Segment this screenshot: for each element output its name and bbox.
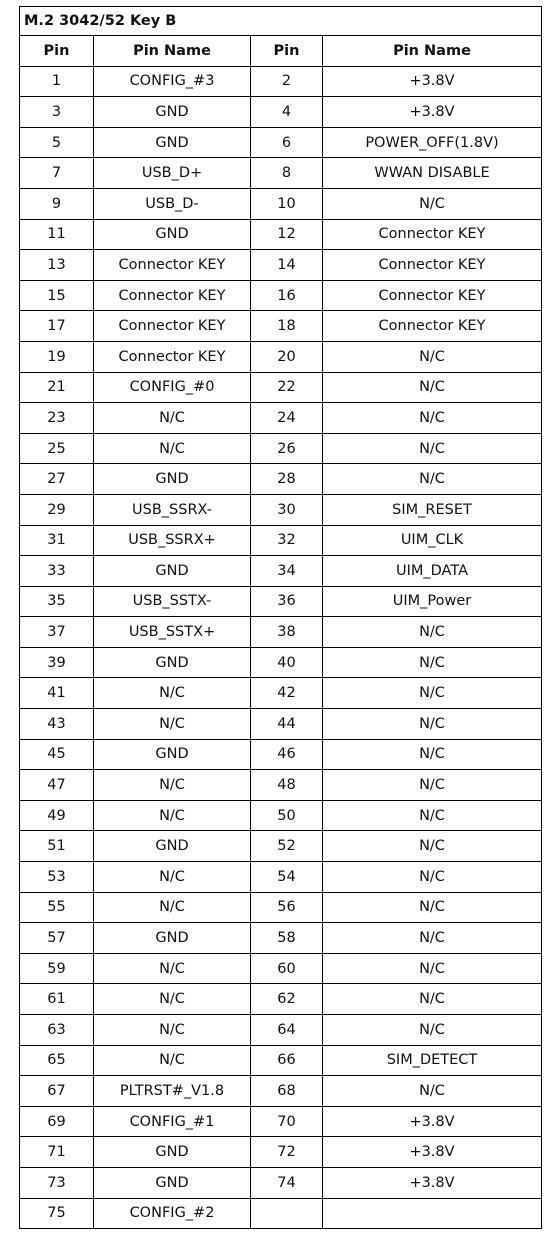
- table-row: [20, 1137, 542, 1168]
- pin-name-right: N/C: [323, 403, 542, 434]
- pin-name-right: N/C: [323, 892, 542, 923]
- table-row: [20, 617, 542, 648]
- pin-name-right: POWER_OFF(1.8V): [323, 127, 542, 158]
- header-pin-name-left: Pin Name: [94, 36, 251, 67]
- pin-name-right: N/C: [323, 923, 542, 954]
- table-row: [20, 127, 542, 158]
- pin-name-right: SIM_RESET: [323, 494, 542, 525]
- header-row: [20, 36, 542, 67]
- table-row: [20, 1015, 542, 1046]
- pin-name-left: GND: [94, 1137, 251, 1168]
- table-row: [20, 1106, 542, 1137]
- table-row: [20, 464, 542, 495]
- pin-number-left: 41: [20, 678, 94, 709]
- pin-name-left: GND: [94, 219, 251, 250]
- pin-name-right: +3.8V: [323, 1137, 542, 1168]
- table-row: [20, 862, 542, 893]
- pin-number-left: 37: [20, 617, 94, 648]
- pin-name-right: SIM_DETECT: [323, 1045, 542, 1076]
- pin-number-left: 21: [20, 372, 94, 403]
- pin-name-right: N/C: [323, 341, 542, 372]
- pin-number-left: 9: [20, 188, 94, 219]
- pin-number-right: [251, 1198, 323, 1229]
- pin-name-left: N/C: [94, 984, 251, 1015]
- table-row: [20, 923, 542, 954]
- pin-number-left: 65: [20, 1045, 94, 1076]
- pin-name-left: N/C: [94, 770, 251, 801]
- pin-name-right: N/C: [323, 617, 542, 648]
- pin-number-right: 32: [251, 525, 323, 556]
- pin-name-right: N/C: [323, 984, 542, 1015]
- table-row: [20, 525, 542, 556]
- table-row: [20, 647, 542, 678]
- pin-number-right: 42: [251, 678, 323, 709]
- table-row: [20, 188, 542, 219]
- pin-name-left: Connector KEY: [94, 341, 251, 372]
- pin-number-right: 74: [251, 1167, 323, 1198]
- pin-rows: [20, 66, 542, 1229]
- pin-number-right: 10: [251, 188, 323, 219]
- pin-number-right: 54: [251, 862, 323, 893]
- table-row: [20, 66, 542, 97]
- pin-number-right: 58: [251, 923, 323, 954]
- pin-number-left: 7: [20, 158, 94, 189]
- pin-number-left: 35: [20, 586, 94, 617]
- pin-number-left: 75: [20, 1198, 94, 1229]
- pin-number-left: 39: [20, 647, 94, 678]
- pin-name-right: Connector KEY: [323, 219, 542, 250]
- pin-name-left: N/C: [94, 678, 251, 709]
- pin-number-right: 72: [251, 1137, 323, 1168]
- pin-name-right: UIM_CLK: [323, 525, 542, 556]
- pin-number-left: 27: [20, 464, 94, 495]
- pin-number-right: 52: [251, 831, 323, 862]
- pin-number-left: 11: [20, 219, 94, 250]
- pin-number-right: 38: [251, 617, 323, 648]
- pin-number-left: 19: [20, 341, 94, 372]
- pin-number-left: 29: [20, 494, 94, 525]
- pin-name-left: CONFIG_#1: [94, 1106, 251, 1137]
- pin-name-right: N/C: [323, 433, 542, 464]
- pin-number-right: 62: [251, 984, 323, 1015]
- pin-name-left: Connector KEY: [94, 280, 251, 311]
- pin-name-left: N/C: [94, 433, 251, 464]
- pin-name-left: USB_D-: [94, 188, 251, 219]
- pin-number-left: 59: [20, 953, 94, 984]
- pin-number-left: 17: [20, 311, 94, 342]
- table-row: [20, 1045, 542, 1076]
- table-row: [20, 280, 542, 311]
- pin-name-right: N/C: [323, 831, 542, 862]
- pin-name-left: Connector KEY: [94, 250, 251, 281]
- pin-name-left: GND: [94, 556, 251, 587]
- pin-number-left: 69: [20, 1106, 94, 1137]
- pin-number-right: 46: [251, 739, 323, 770]
- pin-number-left: 55: [20, 892, 94, 923]
- table-row: [20, 831, 542, 862]
- pin-number-right: 2: [251, 66, 323, 97]
- pin-name-right: N/C: [323, 464, 542, 495]
- pin-number-right: 16: [251, 280, 323, 311]
- pin-name-left: N/C: [94, 1015, 251, 1046]
- table-row: [20, 984, 542, 1015]
- pin-number-right: 14: [251, 250, 323, 281]
- pin-name-right: +3.8V: [323, 1106, 542, 1137]
- title-row: [20, 7, 542, 36]
- pin-number-right: 12: [251, 219, 323, 250]
- pin-number-right: 20: [251, 341, 323, 372]
- table-row: [20, 403, 542, 434]
- table-row: [20, 372, 542, 403]
- pin-name-left: USB_SSRX+: [94, 525, 251, 556]
- header-pin-left: Pin: [20, 36, 94, 67]
- table-row: [20, 494, 542, 525]
- pin-number-right: 50: [251, 800, 323, 831]
- pin-number-right: 34: [251, 556, 323, 587]
- pin-name-left: USB_D+: [94, 158, 251, 189]
- pinout-table-container: [19, 6, 541, 1229]
- pin-name-right: N/C: [323, 770, 542, 801]
- pin-name-left: GND: [94, 127, 251, 158]
- pin-number-left: 45: [20, 739, 94, 770]
- pin-name-left: GND: [94, 739, 251, 770]
- pin-name-left: GND: [94, 647, 251, 678]
- pin-number-right: 56: [251, 892, 323, 923]
- table-row: [20, 556, 542, 587]
- pin-name-right: +3.8V: [323, 66, 542, 97]
- pin-name-left: N/C: [94, 709, 251, 740]
- table-row: [20, 250, 542, 281]
- table-row: [20, 311, 542, 342]
- pin-name-right: N/C: [323, 800, 542, 831]
- table-row: [20, 800, 542, 831]
- table-row: [20, 739, 542, 770]
- pin-number-left: 15: [20, 280, 94, 311]
- table-row: [20, 770, 542, 801]
- pin-name-right: N/C: [323, 862, 542, 893]
- pin-number-right: 6: [251, 127, 323, 158]
- pin-name-left: USB_SSRX-: [94, 494, 251, 525]
- pin-number-left: 1: [20, 66, 94, 97]
- pin-number-right: 44: [251, 709, 323, 740]
- pin-name-left: Connector KEY: [94, 311, 251, 342]
- pin-name-left: CONFIG_#2: [94, 1198, 251, 1229]
- pin-name-left: PLTRST#_V1.8: [94, 1076, 251, 1107]
- pin-number-right: 68: [251, 1076, 323, 1107]
- pin-name-left: CONFIG_#0: [94, 372, 251, 403]
- header-pin-right: Pin: [251, 36, 323, 67]
- pin-name-right: WWAN DISABLE: [323, 158, 542, 189]
- pin-number-left: 31: [20, 525, 94, 556]
- table-row: [20, 1076, 542, 1107]
- pin-number-left: 61: [20, 984, 94, 1015]
- table-row: [20, 892, 542, 923]
- pin-name-right: [323, 1198, 542, 1229]
- pin-name-left: N/C: [94, 953, 251, 984]
- pin-number-right: 70: [251, 1106, 323, 1137]
- pin-number-left: 5: [20, 127, 94, 158]
- table-row: [20, 709, 542, 740]
- pin-number-right: 48: [251, 770, 323, 801]
- table-title: M.2 3042/52 Key B: [20, 7, 542, 36]
- pinout-table: [19, 6, 542, 1229]
- pin-number-right: 8: [251, 158, 323, 189]
- pin-number-right: 30: [251, 494, 323, 525]
- pin-name-right: N/C: [323, 739, 542, 770]
- pin-name-right: N/C: [323, 678, 542, 709]
- pin-name-right: UIM_DATA: [323, 556, 542, 587]
- pin-number-left: 25: [20, 433, 94, 464]
- table-row: [20, 433, 542, 464]
- pin-number-left: 73: [20, 1167, 94, 1198]
- pin-name-right: N/C: [323, 709, 542, 740]
- pin-name-right: N/C: [323, 953, 542, 984]
- pin-name-left: GND: [94, 923, 251, 954]
- pin-name-left: GND: [94, 1167, 251, 1198]
- table-row: [20, 158, 542, 189]
- pin-name-left: N/C: [94, 892, 251, 923]
- pin-number-left: 3: [20, 97, 94, 128]
- pin-number-left: 71: [20, 1137, 94, 1168]
- pin-number-left: 33: [20, 556, 94, 587]
- table-row: [20, 586, 542, 617]
- pin-name-left: GND: [94, 464, 251, 495]
- pin-name-left: N/C: [94, 800, 251, 831]
- pin-name-right: N/C: [323, 1076, 542, 1107]
- pin-number-right: 24: [251, 403, 323, 434]
- pin-number-left: 23: [20, 403, 94, 434]
- pin-number-left: 57: [20, 923, 94, 954]
- table-row: [20, 678, 542, 709]
- table-row: [20, 1167, 542, 1198]
- pin-number-right: 64: [251, 1015, 323, 1046]
- pin-number-right: 36: [251, 586, 323, 617]
- pin-name-right: +3.8V: [323, 1167, 542, 1198]
- pin-number-right: 18: [251, 311, 323, 342]
- header-pin-name-right: Pin Name: [323, 36, 542, 67]
- pin-number-right: 40: [251, 647, 323, 678]
- pin-name-right: Connector KEY: [323, 250, 542, 281]
- pin-number-left: 53: [20, 862, 94, 893]
- pin-name-right: +3.8V: [323, 97, 542, 128]
- pin-number-right: 66: [251, 1045, 323, 1076]
- pin-number-left: 51: [20, 831, 94, 862]
- pin-name-right: Connector KEY: [323, 280, 542, 311]
- pin-name-left: GND: [94, 97, 251, 128]
- pin-name-left: N/C: [94, 862, 251, 893]
- table-row: [20, 97, 542, 128]
- table-row: [20, 219, 542, 250]
- pin-name-right: N/C: [323, 647, 542, 678]
- pin-number-left: 47: [20, 770, 94, 801]
- pin-name-right: N/C: [323, 188, 542, 219]
- pin-name-left: N/C: [94, 403, 251, 434]
- pin-name-left: USB_SSTX-: [94, 586, 251, 617]
- pin-name-right: N/C: [323, 372, 542, 403]
- pin-number-left: 63: [20, 1015, 94, 1046]
- pin-number-left: 13: [20, 250, 94, 281]
- pin-number-left: 67: [20, 1076, 94, 1107]
- pin-number-right: 26: [251, 433, 323, 464]
- table-row: [20, 1198, 542, 1229]
- pin-name-right: UIM_Power: [323, 586, 542, 617]
- pin-number-right: 28: [251, 464, 323, 495]
- pin-name-right: N/C: [323, 1015, 542, 1046]
- pin-number-right: 4: [251, 97, 323, 128]
- table-row: [20, 341, 542, 372]
- pin-name-left: CONFIG_#3: [94, 66, 251, 97]
- pin-number-left: 49: [20, 800, 94, 831]
- pin-name-left: N/C: [94, 1045, 251, 1076]
- table-row: [20, 953, 542, 984]
- pin-name-left: USB_SSTX+: [94, 617, 251, 648]
- pin-number-right: 22: [251, 372, 323, 403]
- pin-name-right: Connector KEY: [323, 311, 542, 342]
- pin-number-left: 43: [20, 709, 94, 740]
- pin-name-left: GND: [94, 831, 251, 862]
- pin-number-right: 60: [251, 953, 323, 984]
